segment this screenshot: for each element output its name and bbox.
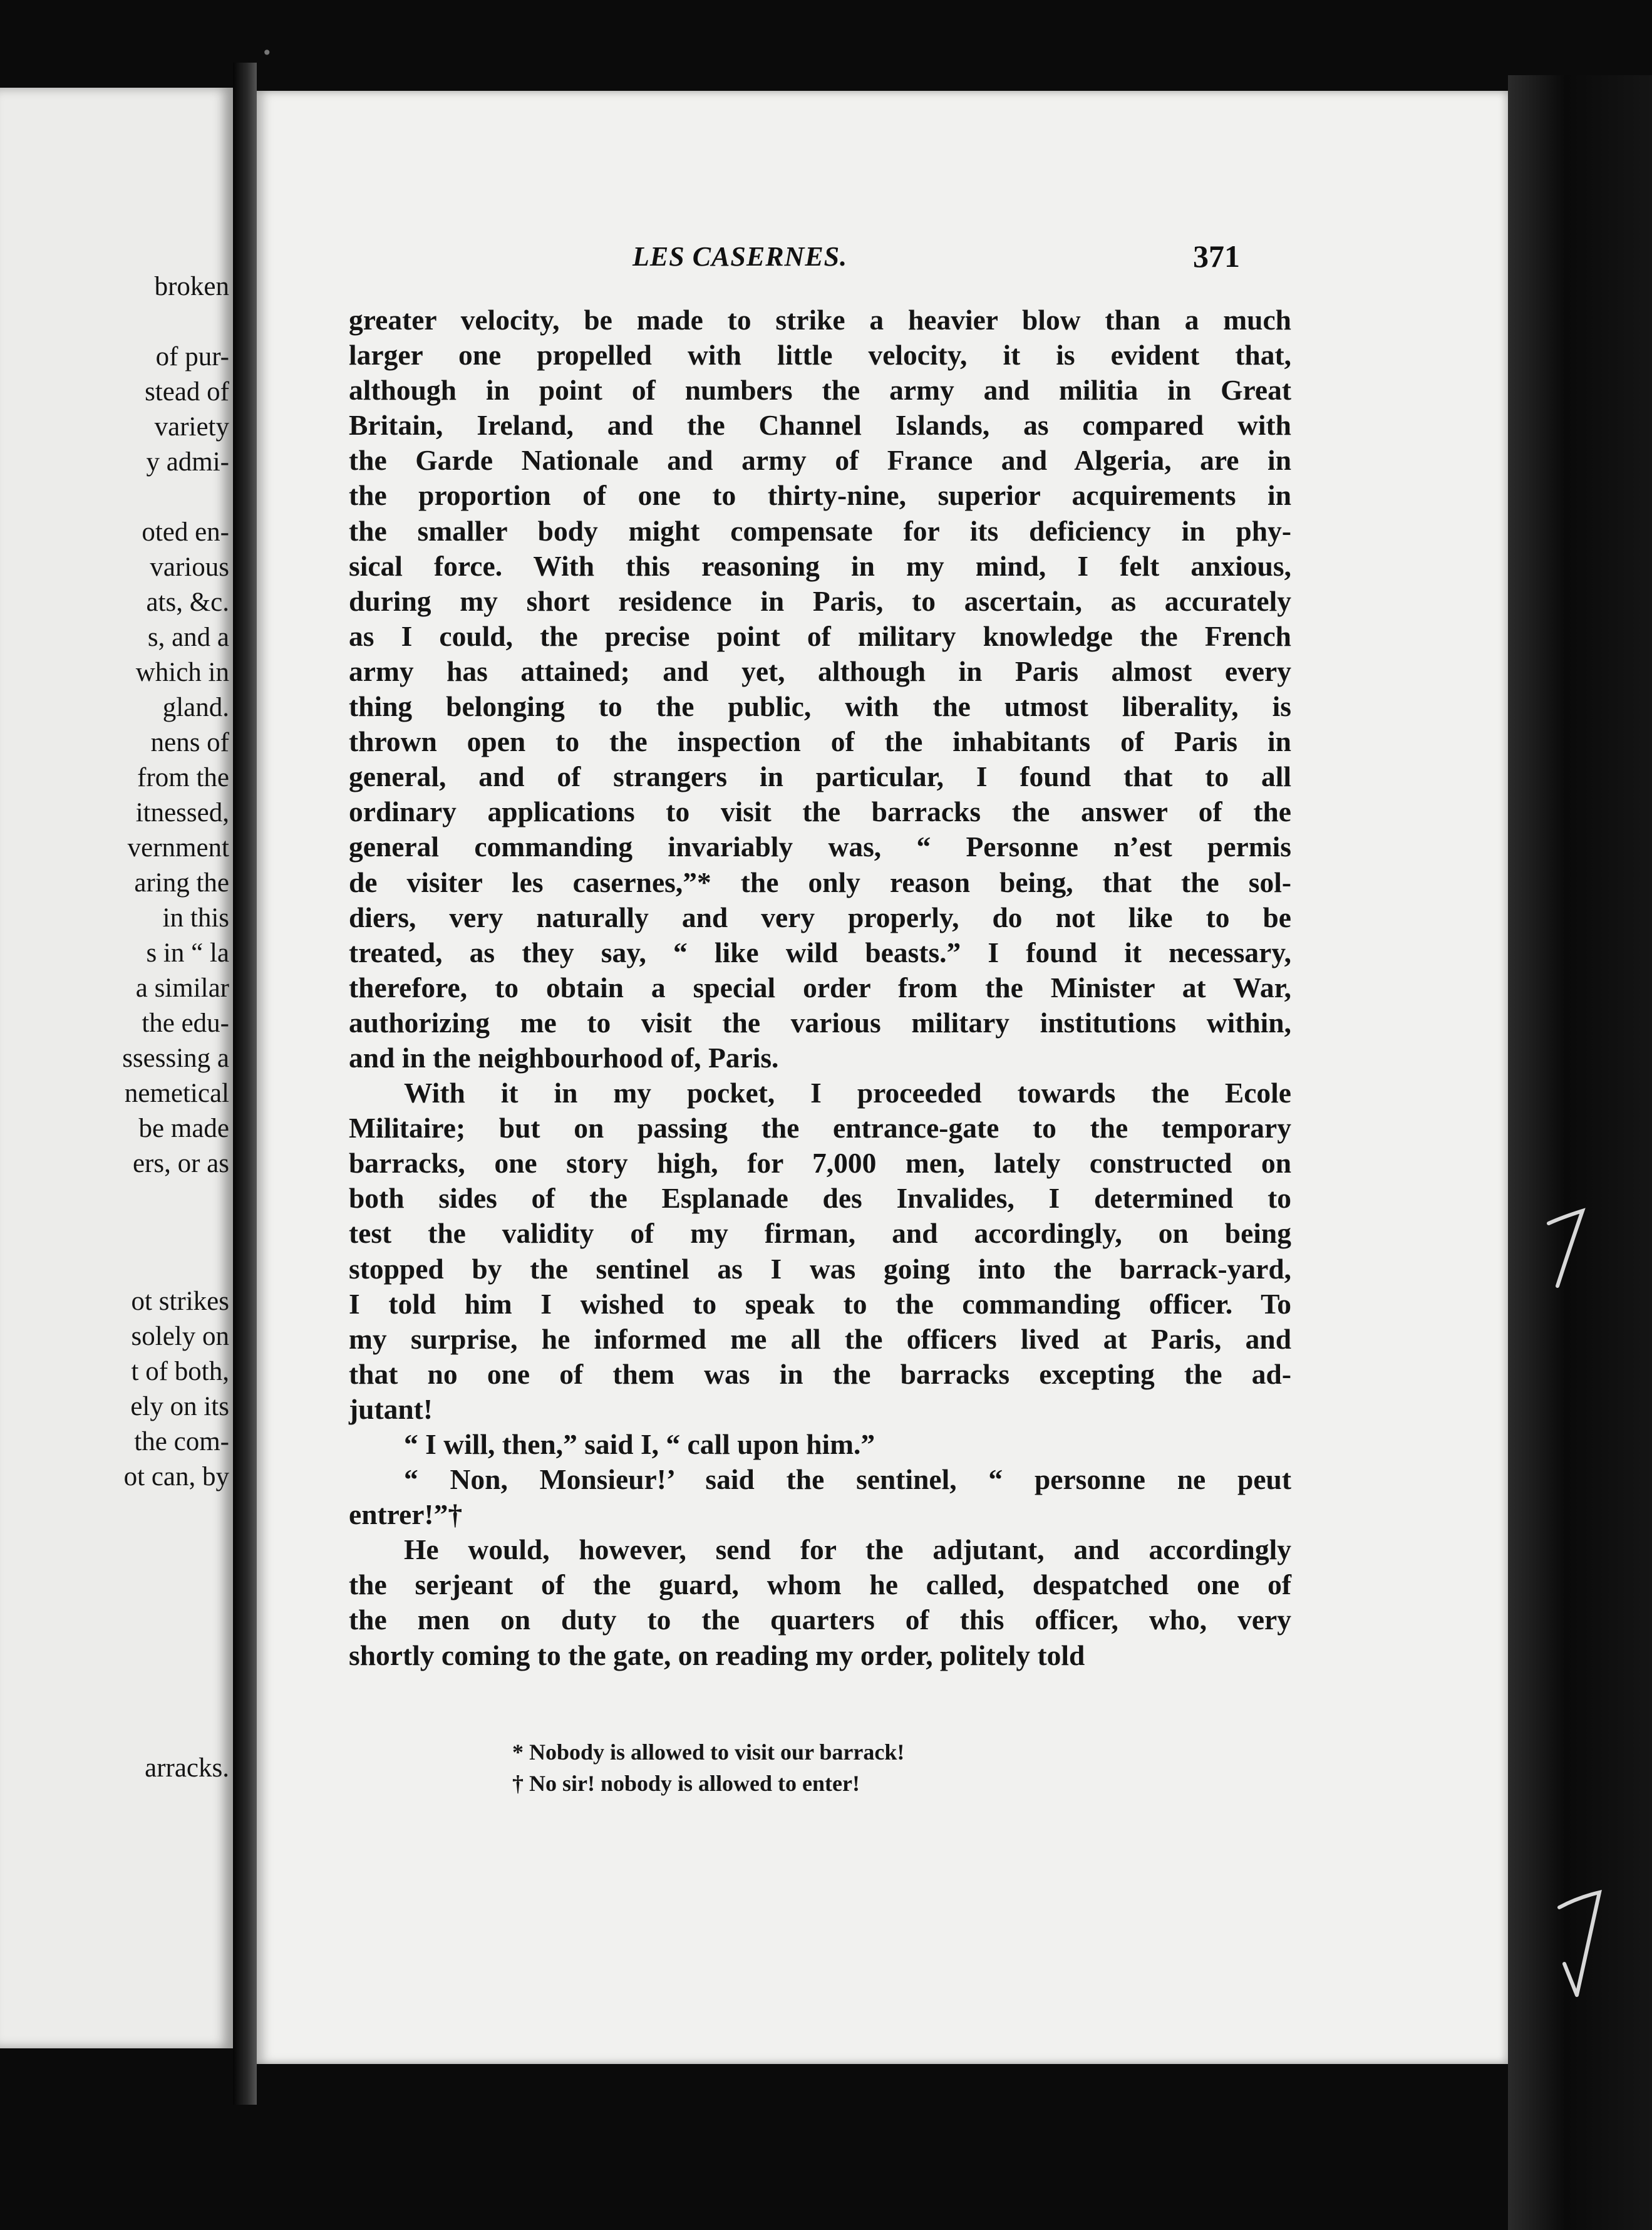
left-page-line: aring the xyxy=(134,868,229,898)
body-line: authorizing me to visit the various military institutions within, xyxy=(349,1006,1291,1039)
left-page-line: nens of xyxy=(150,728,229,757)
body-line: the serjeant of the guard, whom he called, despatched one of xyxy=(349,1569,1291,1601)
left-page-line: ot strikes xyxy=(131,1287,229,1316)
left-page-line: nemetical xyxy=(124,1079,229,1108)
left-page-line: ot can, by xyxy=(123,1462,229,1491)
footnote: † No sir! nobody is allowed to enter! xyxy=(512,1771,860,1796)
running-head: LES CASERNES. xyxy=(632,241,848,272)
body-line: larger one propelled with little velocity, it is evident that, xyxy=(349,339,1291,371)
body-text xyxy=(349,303,1291,1673)
left-page-line: gland. xyxy=(162,693,229,722)
left-page-line: the edu- xyxy=(142,1009,229,1038)
body-line: thrown open to the inspection of the inhabitants of Paris in xyxy=(349,725,1291,758)
left-page-line: from the xyxy=(137,763,229,792)
left-page-line: solely on xyxy=(131,1322,229,1351)
body-line: as I could, the precise point of military knowledge the French xyxy=(349,620,1291,652)
left-page-line: s, and a xyxy=(147,623,229,652)
left-page-line: various xyxy=(150,552,229,582)
body-line: the men on duty to the quarters of this officer, who, very xyxy=(349,1604,1291,1636)
body-line: the Garde Nationale and army of France and Algeria, are in xyxy=(349,444,1291,477)
left-page-line: s in “ la xyxy=(146,938,229,968)
body-line: He would, however, send for the adjutant, and accordingly xyxy=(404,1533,1291,1566)
body-line: I told him I wished to speak to the commanding officer. To xyxy=(349,1287,1291,1320)
body-line: With it in my pocket, I proceeded towards the Ecole xyxy=(404,1077,1291,1109)
body-line: sical force. With this reasoning in my mind, I felt anxious, xyxy=(349,549,1291,582)
body-line: army has attained; and yet, although in Paris almost every xyxy=(349,655,1291,687)
body-line: thing belonging to the public, with the utmost liberality, is xyxy=(349,690,1291,723)
left-page-line xyxy=(122,480,229,515)
body-line: although in point of numbers the army and militia in Great xyxy=(349,374,1291,407)
left-page-line: of pur- xyxy=(155,342,229,371)
body-line: treated, as they say, “ like wild beasts.” I found it necessary, xyxy=(349,936,1291,968)
body-line: de visiter les casernes,”* the only reason being, that the sol- xyxy=(349,866,1291,898)
body-line: that no one of them was in the barracks excepting the ad- xyxy=(349,1357,1291,1390)
body-line: the smaller body might compensate for its deficiency in phy- xyxy=(349,514,1291,547)
body-line: barracks, one story high, for 7,000 men, lately constructed on xyxy=(349,1147,1291,1180)
left-page-line: the com- xyxy=(134,1427,229,1456)
left-page-text-top xyxy=(122,269,229,1181)
left-page-line: oted en- xyxy=(142,517,229,547)
body-line: general commanding invariably was, “ Personne n’est permis xyxy=(349,831,1291,863)
left-page-line: t of both, xyxy=(131,1357,229,1386)
left-page-line: itnessed, xyxy=(135,798,229,827)
body-line: the proportion of one to thirty-nine, superior acquirements in xyxy=(349,479,1291,512)
left-page-line: stead of xyxy=(145,377,229,407)
left-page-line: broken xyxy=(154,272,229,301)
body-line: greater velocity, be made to strike a heavier blow than a much xyxy=(349,304,1291,336)
body-line: “ I will, then,” said I, “ call upon him.” xyxy=(404,1428,875,1460)
body-line: general, and of strangers in particular, I found that to all xyxy=(349,760,1291,793)
body-line: jutant! xyxy=(349,1392,433,1425)
left-page-line: be made xyxy=(138,1114,229,1143)
left-page-line xyxy=(122,304,229,340)
left-page-line: variety xyxy=(154,412,229,442)
body-line: therefore, to obtain a special order from the Minister at War, xyxy=(349,971,1291,1004)
body-line: shortly coming to the gate, on reading my order, politely told xyxy=(349,1639,1085,1671)
body-line: Militaire; but on passing the entrance-gate to the temporary xyxy=(349,1112,1291,1144)
scan-speck: • xyxy=(262,43,272,63)
left-page-line: ats, &c. xyxy=(146,588,229,617)
pencil-annotation-mark xyxy=(1544,1206,1594,1294)
left-page-text-bottom xyxy=(145,1751,229,1786)
body-line: and in the neighbourhood of, Paris. xyxy=(349,1041,779,1074)
body-line: during my short residence in Paris, to ascertain, as accurately xyxy=(349,584,1291,617)
book-gutter xyxy=(233,63,257,2105)
left-page-line: arracks. xyxy=(145,1753,229,1783)
body-line: ordinary applications to visit the barracks the answer of the xyxy=(349,796,1291,828)
footnote: * Nobody is allowed to visit our barrack! xyxy=(512,1740,905,1765)
left-page-text-middle xyxy=(124,1284,229,1495)
body-line: Britain, Ireland, and the Channel Islands, as compared with xyxy=(349,409,1291,442)
left-page-line: ers, or as xyxy=(132,1149,229,1178)
body-line: stopped by the sentinel as I was going into the barrack-yard, xyxy=(349,1252,1291,1285)
left-page-line: ely on its xyxy=(130,1392,229,1421)
left-page-line: in this xyxy=(162,903,229,933)
body-line: both sides of the Esplanade des Invalides, I determined to xyxy=(349,1182,1291,1215)
left-page xyxy=(0,88,233,2048)
left-page-line: which in xyxy=(135,658,229,687)
footnotes xyxy=(512,1736,904,1799)
left-page-line: ssessing a xyxy=(122,1044,229,1073)
page-number: 371 xyxy=(1193,239,1240,274)
body-line: “ Non, Monsieur!’ said the sentinel, “ personne ne peut xyxy=(404,1463,1291,1496)
left-page-line: y admi- xyxy=(146,447,229,477)
body-line: entrer!”† xyxy=(349,1498,463,1531)
body-line: test the validity of my firman, and accordingly, on being xyxy=(349,1217,1291,1250)
left-page-line: a similar xyxy=(135,973,229,1003)
body-line: diers, very naturally and very properly, do not like to be xyxy=(349,901,1291,933)
pencil-annotation-mark xyxy=(1553,1889,1609,2001)
left-page-line: vernment xyxy=(127,833,229,863)
body-line: my surprise, he informed me all the officers lived at Paris, and xyxy=(349,1322,1291,1355)
